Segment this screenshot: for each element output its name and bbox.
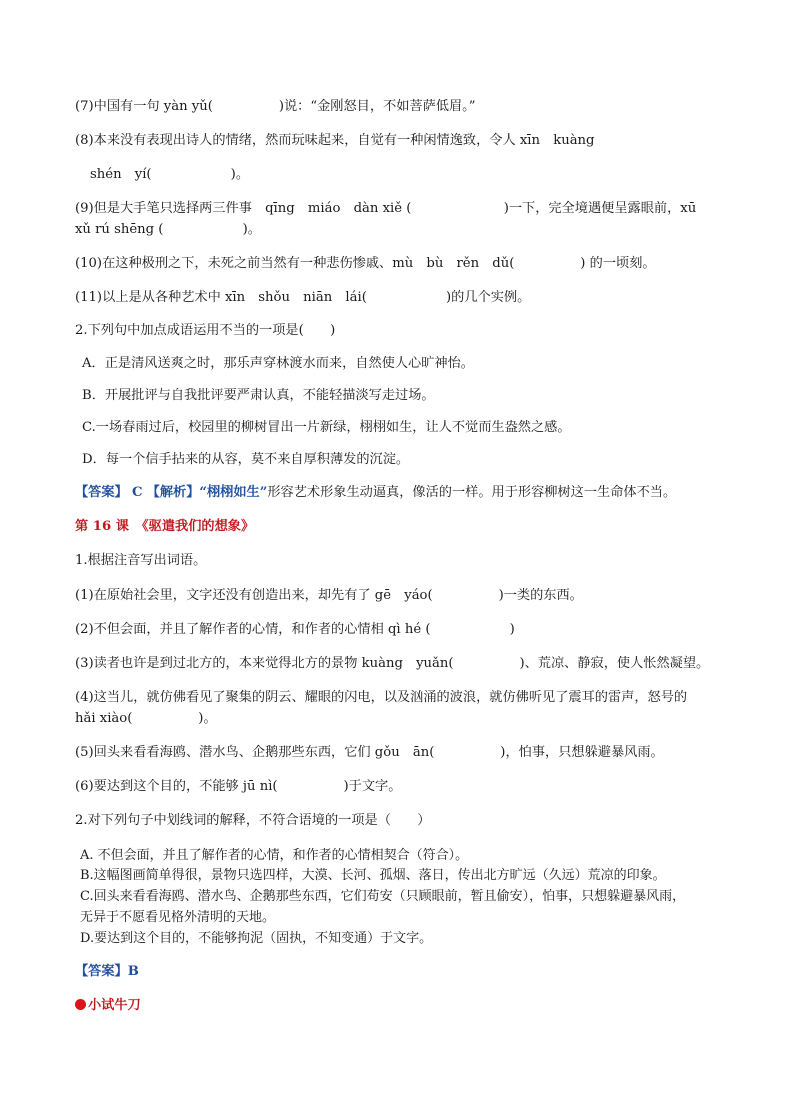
lesson-answer bbox=[75, 963, 139, 981]
section-heading bbox=[75, 997, 141, 1015]
question-11: (11)以上是从各种艺术中 xīn shǒu niān lái( )的几个实例。 bbox=[75, 290, 531, 305]
answer-letter: C bbox=[131, 485, 143, 500]
option-b: B．开展批评与自我批评要严肃认真，不能轻描淡写走过场。 bbox=[82, 388, 435, 403]
lesson-option-c-line-1: C.回头来看看海鸥、潜水鸟、企鹅那些东西，它们苟安（只顾眼前，暂且偷安），怕事，只想躲避暴风雨， bbox=[80, 889, 686, 904]
question-10: (10)在这种极刑之下，未死之前当然有一种悲伤惨戚、mù bù rěn dǔ( ) 的一顷刻。 bbox=[75, 256, 656, 271]
analysis-text: 形容艺术形象生动逼真，像活的一样。用于形容柳树这一生命体不当。 bbox=[267, 485, 677, 500]
analysis-tag: 【解析】 bbox=[146, 485, 200, 500]
answer-analysis-line bbox=[75, 484, 676, 502]
lesson-option-c-line-2: 无异于不愿看见格外清明的天地。 bbox=[80, 910, 276, 925]
lesson-q2-stem: 2.对下列句子中划线词的解释，不符合语境的一项是（ ） bbox=[75, 813, 431, 828]
lesson-q1-stem: 1.根据注音写出词语。 bbox=[75, 553, 207, 568]
question-7: (7)中国有一句 yàn yǔ( )说：“金刚怒目，不如菩萨低眉。” bbox=[75, 99, 476, 114]
lesson-q1-1: (1)在原始社会里，文字还没有创造出来，却先有了 gē yáo( )一类的东西。 bbox=[75, 588, 583, 603]
lesson-q1-4-line-2: hǎi xiào( )。 bbox=[75, 711, 217, 726]
question-2-stem: 2.下列句中加点成语运用不当的一项是( ) bbox=[75, 323, 336, 338]
lesson-q1-6: (6)要达到这个目的，不能够 jū nì( )于文字。 bbox=[75, 779, 402, 794]
lesson-title: 第 16 课 《驱遣我们的想象》 bbox=[75, 519, 255, 534]
answer-tag: 【答案】 bbox=[75, 485, 128, 500]
lesson-q1-3: (3)读者也许是到过北方的，本来觉得北方的景物 kuàng yuǎn( )、荒凉、静寂，使人怅然凝望。 bbox=[75, 656, 710, 671]
analysis-term: “栩栩如生” bbox=[199, 485, 268, 500]
lesson-option-d: D.要达到这个目的，不能够拘泥（固执，不知变通）于文字。 bbox=[80, 931, 433, 946]
question-9-line-2: xǔ rú shēng ( )。 bbox=[75, 222, 261, 237]
lesson-q1-2: (2)不但会面，并且了解作者的心情，和作者的心情相 qì hé ( ) bbox=[75, 622, 515, 637]
question-8-line-2: shén yí( )。 bbox=[90, 167, 250, 182]
lesson-answer-text: 【答案】B bbox=[75, 964, 139, 979]
lesson-q1-4-line-1: (4)这当儿，就仿佛看见了聚集的阴云、耀眼的闪电，以及汹涌的波浪，就仿佛听见了震耳的雷声，怒号的 bbox=[75, 690, 688, 705]
option-d: D．每一个信手拈来的从容，莫不来自厚积薄发的沉淀。 bbox=[82, 452, 410, 467]
lesson-option-a: A. 不但会面，并且了解作者的心情，和作者的心情相契合（符合）。 bbox=[80, 848, 469, 863]
question-9-line-1: (9)但是大手笔只选择两三件事 qīng miáo dàn xiě ( )一下，完全境遇便呈露眼前，xū bbox=[75, 201, 697, 216]
question-8-line-1: (8)本来没有表现出诗人的情绪，然而玩味起来，自觉有一种闲情逸致，令人 xīn kuàng bbox=[75, 133, 595, 148]
section-heading-text: 小试牛刀 bbox=[88, 998, 141, 1013]
option-a: A．正是清风送爽之时，那乐声穿林渡水而来，自然使人心旷神怡。 bbox=[82, 356, 474, 371]
lesson-option-b: B.这幅图画简单得很，景物只选四样，大漠、长河、孤烟、落日，传出北方旷远（久远）荒凉的印象。 bbox=[80, 868, 666, 883]
bullet-dot-icon bbox=[75, 999, 86, 1010]
option-c: C.一场春雨过后，校园里的柳树冒出一片新绿，栩栩如生，让人不觉而生盎然之感。 bbox=[82, 420, 571, 435]
lesson-q1-5: (5)回头来看看海鸥、潜水鸟、企鹅那些东西，它们 gǒu ān( )，怕事，只想躲避暴风雨。 bbox=[75, 745, 664, 760]
